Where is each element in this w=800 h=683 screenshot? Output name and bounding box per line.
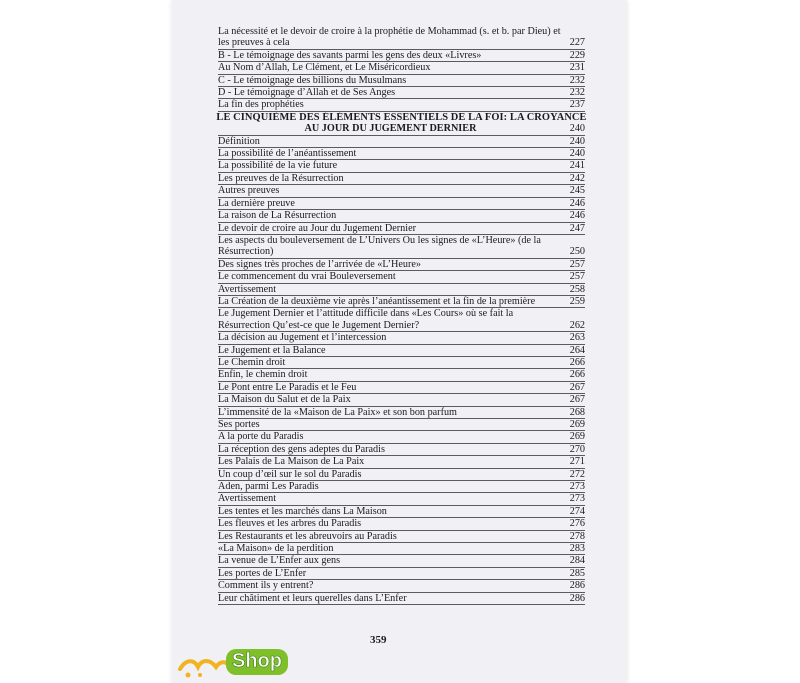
toc-entry bbox=[218, 148, 585, 160]
toc-entry-title: La venue de L’Enfer aux gens bbox=[218, 555, 341, 567]
toc-entry-title: La Maison du Salut et de la Paix bbox=[218, 394, 351, 406]
toc-entry-page: 227 bbox=[569, 37, 585, 49]
toc-entry-title: La dernière preuve bbox=[218, 197, 295, 209]
toc-entry-title: Définition bbox=[218, 135, 260, 147]
toc-entry-title: Les aspects du bouleversement de L’Univers Ou les signes de «L’Heure» (de la bbox=[218, 234, 541, 246]
table-of-contents bbox=[218, 26, 585, 605]
toc-entry-title: Avertissement bbox=[218, 493, 277, 505]
toc-entry-title: Comment ils y entrent? bbox=[218, 580, 314, 592]
toc-entry-page: 269 bbox=[569, 419, 585, 430]
toc-entry-page: 276 bbox=[569, 518, 585, 530]
toc-entry-page: 246 bbox=[569, 197, 585, 209]
toc-entry-page: 270 bbox=[569, 443, 585, 455]
toc-entry bbox=[218, 173, 585, 185]
toc-entry-title: La nécessité et le devoir de croire à la prophétie de Mohammad (s. et b. par Dieu) et bbox=[218, 26, 561, 37]
toc-entry-page: 257 bbox=[569, 271, 585, 283]
toc-entry bbox=[218, 568, 585, 580]
toc-entry bbox=[218, 357, 585, 369]
toc-entry-title: «La Maison» de la perdition bbox=[218, 543, 334, 555]
toc-entry-title: Les Palais de La Maison de La Paix bbox=[218, 456, 365, 468]
toc-entry-page: 273 bbox=[569, 481, 585, 493]
toc-entry bbox=[218, 320, 585, 332]
toc-entry-title: L’immensité de la «Maison de La Paix» et son bon parfum bbox=[218, 406, 457, 418]
toc-entry-title: La fin des prophéties bbox=[218, 99, 304, 111]
toc-entry bbox=[218, 506, 585, 518]
toc-entry-page: 242 bbox=[569, 172, 585, 184]
toc-entry-title: les preuves à cela bbox=[218, 37, 290, 49]
toc-entry-title: Leur châtiment et leurs querelles dans L’Enfer bbox=[218, 592, 407, 604]
toc-entry bbox=[218, 62, 585, 74]
toc-entry-page: 250 bbox=[569, 246, 585, 258]
toc-entry-title: La raison de La Résurrection bbox=[218, 210, 337, 222]
toc-entry-page: 245 bbox=[569, 185, 585, 197]
toc-entry-title: Le commencement du vrai Bouleversement bbox=[218, 271, 396, 283]
toc-entry bbox=[218, 235, 585, 246]
toc-entry-page: 272 bbox=[569, 468, 585, 480]
toc-entry-page: 285 bbox=[569, 567, 585, 579]
toc-entry-page: 232 bbox=[569, 74, 585, 86]
toc-entry-title: Les portes de L’Enfer bbox=[218, 567, 307, 579]
toc-entry-page: 237 bbox=[569, 99, 585, 111]
toc-entry bbox=[218, 493, 585, 505]
section-heading-line2 bbox=[218, 123, 585, 135]
toc-entry-page: 284 bbox=[569, 555, 585, 567]
toc-entry-title: Le Jugement Dernier et l’attitude difficile dans «Les Cours» où se fait la bbox=[218, 308, 514, 320]
toc-entry-title: La possibilité de la vie future bbox=[218, 160, 338, 172]
toc-top-list bbox=[218, 26, 585, 112]
page-number: 359 bbox=[370, 634, 387, 646]
toc-entry bbox=[218, 431, 585, 443]
toc-entry-page: 283 bbox=[569, 543, 585, 555]
toc-entry bbox=[218, 160, 585, 172]
toc-entry-title: Le devoir de croire au Jour du Jugement Dernier bbox=[218, 222, 417, 234]
toc-entry-page: 257 bbox=[569, 258, 585, 270]
toc-entry bbox=[218, 87, 585, 99]
toc-entry-title: Les preuves de la Résurrection bbox=[218, 172, 344, 184]
toc-entry bbox=[218, 259, 585, 271]
toc-entry bbox=[218, 456, 585, 468]
toc-entry-title: La décision au Jugement et l’intercession bbox=[218, 332, 387, 344]
toc-entry-title: Aden, parmi Les Paradis bbox=[218, 481, 319, 493]
toc-entry-page: 278 bbox=[569, 530, 585, 542]
toc-entry-title: Le Jugement et la Balance bbox=[218, 344, 326, 356]
shop-logo-text: Shop bbox=[226, 649, 288, 675]
toc-entry bbox=[218, 444, 585, 456]
toc-entry-page: 264 bbox=[569, 344, 585, 356]
toc-entry-title: Les tentes et les marchés dans La Maison bbox=[218, 505, 387, 517]
toc-main-list bbox=[218, 136, 585, 605]
toc-entry-page: 229 bbox=[569, 49, 585, 61]
toc-entry-title: Le Pont entre Le Paradis et le Feu bbox=[218, 381, 357, 393]
toc-entry-page: 286 bbox=[569, 592, 585, 604]
toc-entry-page: 240 bbox=[569, 135, 585, 147]
toc-entry-page: 271 bbox=[569, 456, 585, 468]
toc-entry-page: 232 bbox=[569, 87, 585, 99]
toc-entry-page: 262 bbox=[569, 319, 585, 331]
toc-entry-title: C - Le témoignage des billions du Musulmans bbox=[218, 74, 407, 86]
toc-entry-title: Les Restaurants et les abreuvoirs au Paradis bbox=[218, 530, 397, 542]
toc-entry-title: Enfin, le chemin droit bbox=[218, 369, 308, 381]
toc-entry bbox=[218, 332, 585, 344]
toc-entry bbox=[218, 99, 585, 111]
toc-entry-page: 266 bbox=[569, 369, 585, 381]
toc-entry-page: 246 bbox=[569, 210, 585, 222]
toc-entry bbox=[218, 271, 585, 283]
toc-entry bbox=[218, 593, 585, 605]
section-heading-text: AU JOUR DU JUGEMENT DERNIER bbox=[304, 123, 477, 135]
toc-entry-page: 268 bbox=[569, 406, 585, 418]
toc-entry bbox=[218, 369, 585, 381]
toc-entry-title: Un coup d’œil sur le sol du Paradis bbox=[218, 468, 362, 480]
toc-entry-title: Le Chemin droit bbox=[218, 356, 286, 368]
toc-entry bbox=[218, 136, 585, 148]
toc-entry bbox=[218, 531, 585, 543]
toc-entry bbox=[218, 407, 585, 419]
toc-entry-title: B - Le témoignage des savants parmi les gens des deux «Livres» bbox=[218, 49, 482, 61]
toc-entry-title: Avertissement bbox=[218, 283, 277, 295]
toc-entry-page: 286 bbox=[569, 580, 585, 592]
toc-entry-page: 266 bbox=[569, 356, 585, 368]
toc-entry bbox=[218, 296, 585, 308]
toc-entry-page: 269 bbox=[569, 431, 585, 443]
toc-entry-title: La possibilité de l’anéantissement bbox=[218, 148, 357, 160]
toc-entry bbox=[218, 75, 585, 87]
toc-entry bbox=[218, 185, 585, 197]
toc-entry bbox=[218, 580, 585, 592]
toc-entry bbox=[218, 37, 585, 49]
toc-entry-page: 267 bbox=[569, 394, 585, 406]
toc-entry-page: 273 bbox=[569, 493, 585, 505]
toc-entry-page: 258 bbox=[569, 283, 585, 295]
toc-entry-page: 263 bbox=[569, 332, 585, 344]
toc-entry bbox=[218, 543, 585, 555]
toc-entry bbox=[218, 469, 585, 481]
toc-entry-title: La réception des gens adeptes du Paradis bbox=[218, 443, 385, 455]
toc-entry bbox=[218, 246, 585, 258]
toc-entry bbox=[218, 284, 585, 296]
toc-entry-page: 259 bbox=[569, 295, 585, 307]
toc-entry bbox=[218, 419, 585, 431]
toc-entry bbox=[218, 345, 585, 357]
toc-entry-title: D - Le témoignage d’Allah et de Ses Anges bbox=[218, 87, 396, 99]
toc-entry bbox=[218, 518, 585, 530]
toc-entry bbox=[218, 26, 585, 37]
toc-entry bbox=[218, 308, 585, 319]
toc-entry bbox=[218, 394, 585, 406]
toc-entry bbox=[218, 555, 585, 567]
section-heading-page: 240 bbox=[569, 123, 585, 135]
toc-entry-title: La Création de la deuxième vie après l’anéantissement et la fin de la première bbox=[218, 295, 536, 307]
toc-entry-page: 247 bbox=[569, 222, 585, 234]
toc-entry bbox=[218, 223, 585, 235]
toc-entry bbox=[218, 198, 585, 210]
toc-entry-title: Résurrection) bbox=[218, 246, 274, 258]
toc-entry-title: Des signes très proches de l’arrivée de «L’Heure» bbox=[218, 258, 422, 270]
toc-entry-title: Autres preuves bbox=[218, 185, 280, 197]
toc-entry bbox=[218, 210, 585, 222]
toc-entry-page: 241 bbox=[569, 160, 585, 172]
toc-entry-title: Les fleuves et les arbres du Paradis bbox=[218, 518, 362, 530]
toc-entry bbox=[218, 481, 585, 493]
toc-entry bbox=[218, 50, 585, 62]
toc-entry-page: 274 bbox=[569, 505, 585, 517]
toc-entry-title: Au Nom d’Allah, Le Clément, et Le Miséricordieux bbox=[218, 62, 431, 74]
toc-entry-page: 231 bbox=[569, 62, 585, 74]
toc-entry-title: A la porte du Paradis bbox=[218, 431, 304, 443]
toc-entry-page: 267 bbox=[569, 381, 585, 393]
toc-entry-page: 240 bbox=[569, 148, 585, 160]
toc-entry bbox=[218, 382, 585, 394]
toc-entry-title: Ses portes bbox=[218, 419, 260, 430]
toc-entry-title: Résurrection Qu’est-ce que le Jugement Dernier? bbox=[218, 319, 420, 331]
section-heading: LE CINQUIÈME DES ÉLÉMENTS ESSENTIELS DE LA FOI: LA CROYANCE bbox=[216, 111, 587, 123]
